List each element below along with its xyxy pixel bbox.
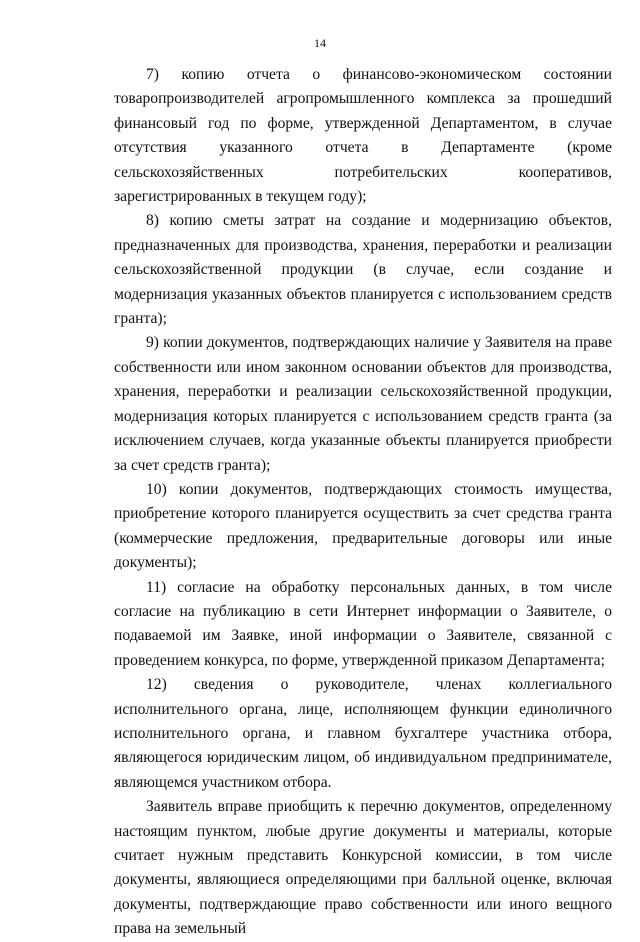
list-item-10: 10) копии документов, подтверждающих стоимость имущества, приобретение которого планируется осуществить за счет средства гранта (коммерческие предложения, предварительные договоры или иные документы); xyxy=(114,480,612,572)
list-item-8: 8) копию сметы затрат на создание и модернизацию объектов, предназначенных для производства, хранения, переработки и реализации сельскохозяйственной продукции (в случае, если создание и модернизация указанных объектов планируется с использованием средств гранта); xyxy=(114,212,612,328)
list-item-9: 9) копии документов, подтверждающих наличие у Заявителя на праве собственности или ином законном основании объектов для производства, хранения, переработки и реализации сельскохозяйственной продукции, модернизация которых планируется с использованием средств гранта (за исключением случаев, когда указанные объекты планируется приобрести за счет средств гранта); xyxy=(114,334,612,474)
list-item-7: 7) копию отчета о финансово-экономическом состоянии товаропроизводителей агропромышленного комплекса за прошедший финансовый год по форме, утвержденной Департаментом, в случае отсутствия указанного отчета в Департаменте (кроме сельскохозяйственных потребительских кооперативов, зарегистрированных в текущем году); xyxy=(114,66,612,206)
list-item-12: 12) сведения о руководителе, членах коллегиального исполнительного органа, лице, исполняющем функции единоличного исполнительного органа, и главном бухгалтере участника отбора, являющегося юридическим лицом, об индивидуальном предпринимателе, являющемся участником отбора. xyxy=(114,676,612,791)
document-body xyxy=(114,63,612,942)
list-item-11: 11) согласие на обработку персональных данных, в том числе согласие на публикацию в сети Интернет информации о Заявителе, о подаваемой им Заявке, иной информации о Заявителе, связанной с проведением конкурса, по форме, утвержденной приказом Департамента; xyxy=(114,578,612,669)
closing-paragraph: Заявитель вправе приобщить к перечню документов, определенному настоящим пунктом, любые другие документы и материалы, которые считает нужным представить Конкурсной комиссии, в том числе документы, являющиеся определяющими при балльной оценке, включая документы, подтверждающие право собственности или иного вещного права на земельный xyxy=(114,798,612,938)
page-number: 14 xyxy=(314,36,326,50)
